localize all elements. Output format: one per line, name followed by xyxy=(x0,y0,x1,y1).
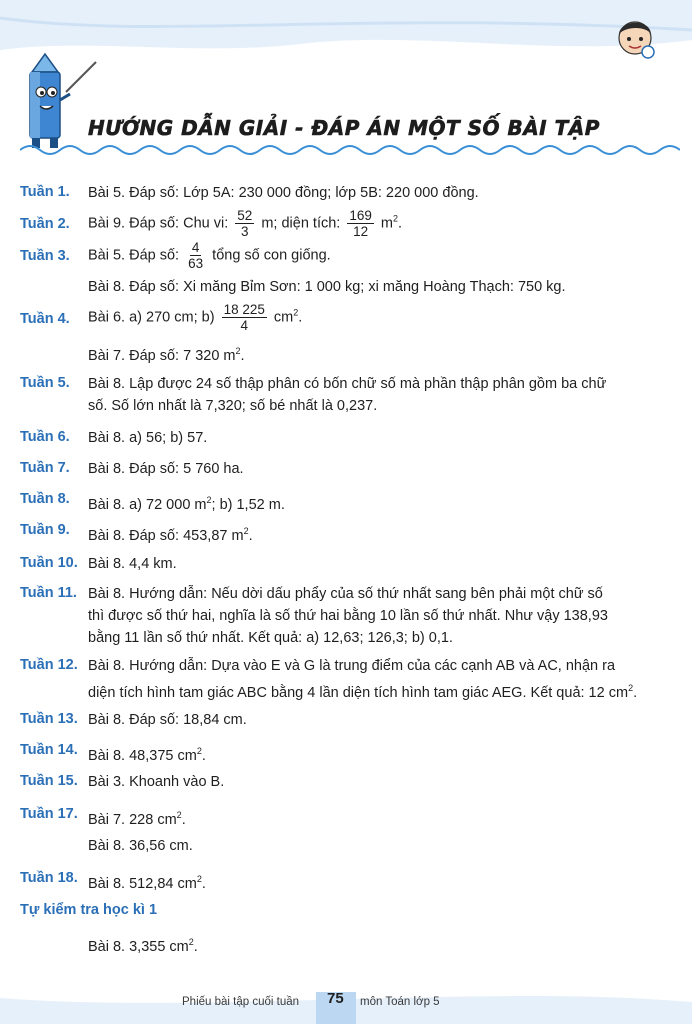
superscript: 2 xyxy=(196,874,202,884)
superscript: 2 xyxy=(393,213,399,224)
punct: . xyxy=(633,684,638,701)
punct: . xyxy=(240,347,245,364)
answer-text: Bài 8. 512,84 cm xyxy=(88,875,197,892)
answer-line: Bài 8. Hướng dẫn: Dựa vào E và G là trung điểm của các cạnh AB và AC, nhận ra xyxy=(88,658,616,674)
fraction xyxy=(222,302,267,333)
week-label: Tuần 4. xyxy=(20,311,70,327)
answer-text: Bài 8. Đáp số: 453,87 m xyxy=(88,527,244,544)
superscript: 2 xyxy=(243,526,249,536)
answer-line: Bài 8. Đáp số: 18,84 cm. xyxy=(88,712,247,728)
page-title: HƯỚNG DẪN GIẢI - ĐÁP ÁN MỘT SỐ BÀI TẬP xyxy=(88,116,600,140)
answer-line: Bài 8. Đáp số: Xi măng Bỉm Sơn: 1 000 kg; xi măng Hoàng Thạch: 750 kg. xyxy=(88,279,566,295)
unit-text: m xyxy=(380,215,394,232)
superscript: 2 xyxy=(206,495,212,505)
fraction-denominator: 63 xyxy=(188,256,204,271)
unit-text: cm xyxy=(273,309,294,326)
fraction-numerator: 18 225 xyxy=(223,302,265,317)
answer-text: m; diện tích: xyxy=(261,215,341,232)
week-label: Tuần 18. xyxy=(20,870,78,886)
answer-line xyxy=(88,678,637,704)
week-label: Tuần 12. xyxy=(20,657,78,673)
footer-book-title: Phiếu bài tập cuối tuần xyxy=(182,996,300,1008)
punct: . xyxy=(201,747,206,764)
week-label: Tuần 17. xyxy=(20,806,78,822)
answer-line xyxy=(88,240,331,271)
answer-text: Bài 9. Đáp số: Chu vi: xyxy=(88,215,229,232)
fraction-numerator: 52 xyxy=(237,208,253,223)
week-label: Tuần 15. xyxy=(20,773,78,789)
footer-subject: môn Toán lớp 5 xyxy=(360,996,440,1008)
superscript: 2 xyxy=(293,307,299,318)
superscript: 2 xyxy=(196,746,202,756)
fraction-numerator: 169 xyxy=(349,208,372,223)
answer-line xyxy=(88,869,206,895)
week-label: Tuần 6. xyxy=(20,429,70,445)
kid-mascot-icon xyxy=(612,14,658,60)
answer-line: Bài 5. Đáp số: Lớp 5A: 230 000 đồng; lớp 5B: 220 000 đồng. xyxy=(88,185,479,201)
answer-line: thì được số thứ hai, nghĩa là số thứ hai bằng 10 lần số thứ nhất. Như vậy 138,93 xyxy=(88,608,608,624)
answer-text: Bài 8. a) 72 000 m xyxy=(88,496,207,513)
answer-line: Bài 3. Khoanh vào B. xyxy=(88,774,225,790)
week-label: Tuần 13. xyxy=(20,711,78,727)
punct: . xyxy=(398,215,403,232)
answer-text: tổng số con giống. xyxy=(212,247,331,264)
punct: . xyxy=(201,875,206,892)
answer-text: Bài 8. 48,375 cm xyxy=(88,747,197,764)
answer-line xyxy=(88,805,186,831)
superscript: 2 xyxy=(176,810,182,820)
week-label: Tuần 1. xyxy=(20,184,70,200)
answer-line: Bài 8. Hướng dẫn: Nếu dời dấu phẩy của số thứ nhất sang bên phải một chữ số xyxy=(88,586,603,602)
week-label: Tuần 14. xyxy=(20,742,78,758)
answer-text: diện tích hình tam giác ABC bằng 4 lần diện tích hình tam giác AEG. Kết quả: 12 cm xyxy=(88,684,629,701)
section-label: Tự kiểm tra học kì 1 xyxy=(20,902,158,918)
answer-line xyxy=(88,341,245,367)
punct: . xyxy=(248,527,253,544)
answer-text: Bài 5. Đáp số: xyxy=(88,247,180,264)
answer-line xyxy=(88,521,253,547)
answer-text: Bài 8. 3,355 cm xyxy=(88,938,189,955)
fraction xyxy=(347,208,374,239)
week-label: Tuần 9. xyxy=(20,522,70,538)
fraction xyxy=(186,240,205,271)
answer-line xyxy=(88,741,206,767)
answer-line xyxy=(88,208,402,239)
answer-text: Bài 6. a) 270 cm; b) xyxy=(88,309,215,326)
answer-text: ; b) 1,52 m. xyxy=(211,496,285,513)
week-label: Tuần 3. xyxy=(20,248,70,264)
answer-text: Bài 7. Đáp số: 7 320 m xyxy=(88,347,236,364)
answer-line: Bài 8. Đáp số: 5 760 ha. xyxy=(88,461,244,477)
answer-text: Bài 7. 228 cm xyxy=(88,811,177,828)
punct: . xyxy=(193,938,198,955)
answer-line: Bài 8. a) 56; b) 57. xyxy=(88,430,208,446)
superscript: 2 xyxy=(188,937,194,947)
fraction xyxy=(235,208,254,239)
superscript: 2 xyxy=(235,346,241,356)
week-label: Tuần 11. xyxy=(20,585,77,601)
fraction-denominator: 12 xyxy=(353,224,369,239)
answer-line: bằng 11 lần số thứ nhất. Kết quả: a) 12,63; 126,3; b) 0,1. xyxy=(88,630,453,646)
week-label: Tuần 8. xyxy=(20,491,70,507)
fraction-numerator: 4 xyxy=(191,240,200,255)
page-number: 75 xyxy=(327,990,344,1007)
punct: . xyxy=(298,309,303,326)
punct: . xyxy=(181,811,186,828)
week-label: Tuần 7. xyxy=(20,460,70,476)
superscript: 2 xyxy=(628,683,634,693)
answer-line: số. Số lớn nhất là 7,320; số bé nhất là 0,237. xyxy=(88,398,378,414)
week-label: Tuần 2. xyxy=(20,216,70,232)
answer-line xyxy=(88,302,302,333)
answer-line xyxy=(88,490,285,516)
week-label: Tuần 10. xyxy=(20,555,78,571)
answer-line xyxy=(88,932,198,958)
week-label: Tuần 5. xyxy=(20,375,70,391)
fraction-denominator: 3 xyxy=(241,224,249,239)
answer-line: Bài 8. Lập được 24 số thập phân có bốn chữ số mà phần thập phân gồm ba chữ xyxy=(88,376,607,392)
answer-line: Bài 8. 36,56 cm. xyxy=(88,838,193,854)
footer-band xyxy=(0,984,692,1024)
wave-divider xyxy=(20,142,680,158)
fraction-denominator: 4 xyxy=(240,318,248,333)
answer-line: Bài 8. 4,4 km. xyxy=(88,556,177,572)
